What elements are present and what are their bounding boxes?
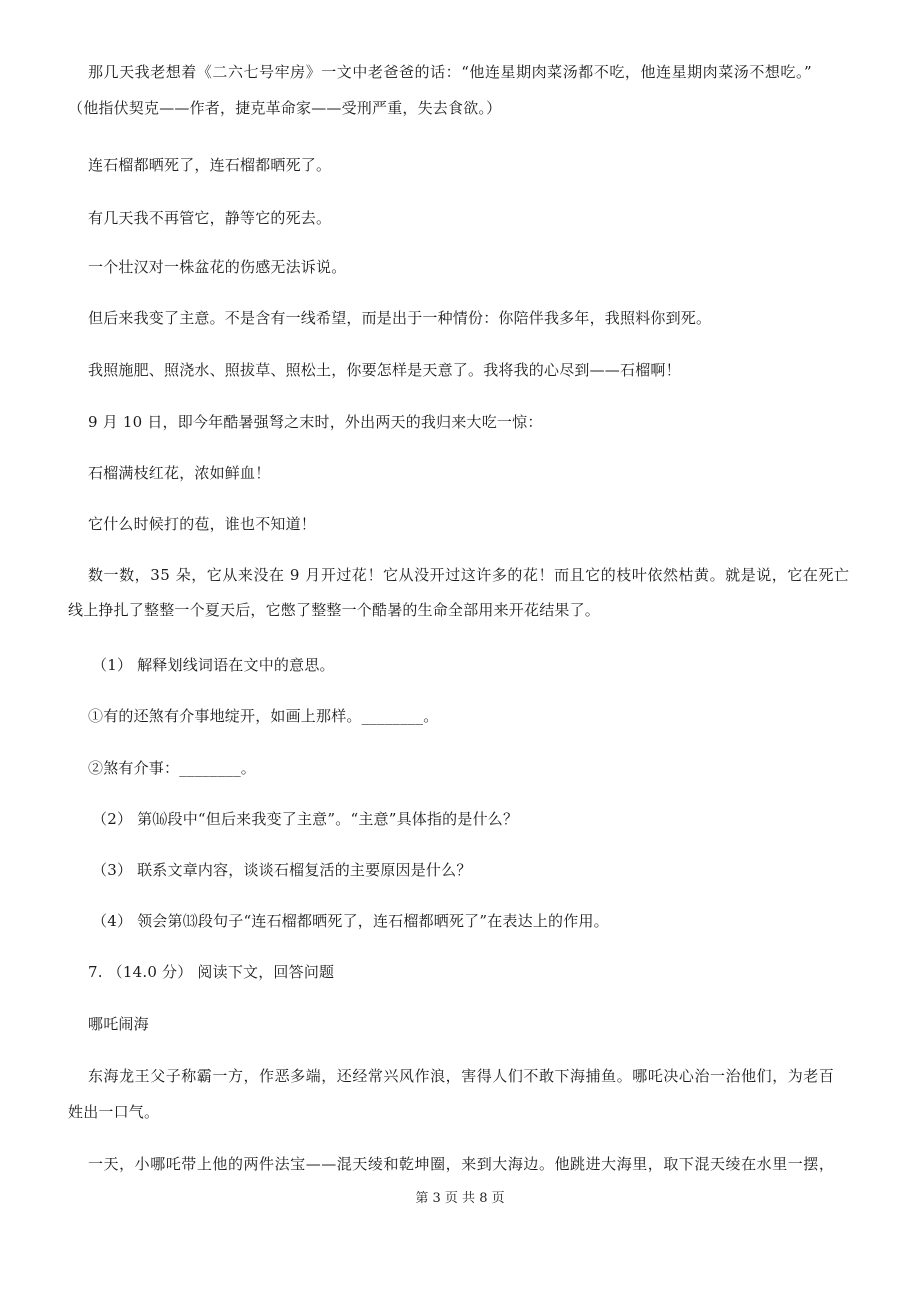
paragraph-line: 连石榴都晒死了，连石榴都晒死了。: [88, 156, 332, 174]
question-item: （1） 解释划线词语在文中的意思。: [92, 656, 335, 674]
question-subitem: ②煞有介事：________。: [88, 759, 257, 777]
paragraph-line: 姓出一口气。: [68, 1103, 160, 1121]
question-item: （4） 领会第⒀段句子“连石榴都晒死了，连石榴都晒死了”在表达上的作用。: [92, 912, 609, 930]
passage-title: 哪吒闹海: [88, 1015, 149, 1033]
paragraph-line: 我照施肥、照浇水、照拔草、照松土，你要怎样是天意了。我将我的心尽到——石榴啊！: [88, 361, 681, 379]
paragraph-line: 有几天我不再管它，静等它的死去。: [88, 209, 332, 227]
paragraph-line: 一天，小哪吒带上他的两件法宝——混天绫和乾坤圈，来到大海边。他跳进大海里，取下混天绫在水里一摆，: [88, 1155, 835, 1173]
paragraph-line: （他指伏契克——作者，捷克革命家——受刑严重，失去食欲。）: [68, 99, 502, 117]
paragraph-line: 石榴满枝红花，浓如鲜血！: [88, 464, 271, 482]
paragraph-line: 但后来我变了主意。不是含有一线希望，而是出于一种情份：你陪伴我多年，我照料你到死。: [88, 309, 712, 327]
paragraph-line: 一个壮汉对一株盆花的伤感无法诉说。: [88, 258, 347, 276]
paragraph-line: 数一数，35 朵，它从来没在 9 月开过花！它从没开过这许多的花！而且它的枝叶依然枯黄。就是说，它在死亡: [88, 566, 850, 584]
paragraph-line: 9 月 10 日，即今年酷暑强弩之末时，外出两天的我归来大吃一惊：: [88, 413, 543, 431]
paragraph-line: 那几天我老想着《二六七号牢房》一文中老爸爸的话：“他连星期肉菜汤都不吃，他连星期肉菜汤不想吃。”: [88, 63, 813, 81]
paragraph-line: 它什么时候打的苞，谁也不知道！: [88, 515, 317, 533]
paragraph-line: 线上挣扎了整整一个夏天后，它憋了整整一个酷暑的生命全部用来开花结果了。: [68, 601, 601, 619]
paragraph-line: 东海龙王父子称霸一方，作恶多端，还经常兴风作浪，害得人们不敢下海捕鱼。哪吒决心治一治他们，为老百: [88, 1067, 835, 1085]
question-subitem: ①有的还煞有介事地绽开，如画上那样。________。: [88, 707, 439, 725]
question-item: （2） 第⒃段中“但后来我变了主意”。“主意”具体指的是什么？: [92, 810, 519, 828]
section-heading: 7. （14.0 分） 阅读下文，回答问题: [88, 963, 335, 981]
page-footer: 第 3 页 共 8 页: [415, 1191, 505, 1206]
question-item: （3） 联系文章内容，谈谈石榴复活的主要原因是什么？: [92, 861, 472, 879]
